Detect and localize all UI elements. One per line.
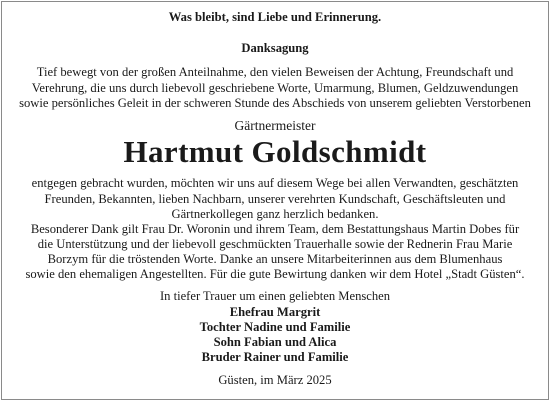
mourner-3: Sohn Fabian und Alica [213,335,337,349]
deceased-name: Hartmut Goldschmidt [123,134,427,169]
notice-title: Danksagung [241,41,309,55]
special-thanks-line-2: die Unterstützung und der liebevoll geschmückten Trauerhalle sowie der Rednerin Frau Marie [37,237,513,251]
special-thanks-line-4: sowie den ehemaligen Angestellten. Für die gute Bewirtung danken wir dem Hotel „Stadt Güsten“. [25,267,525,281]
thanks-line-2: Freunden, Bekannten, lieben Nachbarn, unserer verehrten Kundschaft, Geschäftsleuten und [44,192,506,206]
deceased-occupation: Gärtnermeister [234,118,316,133]
mourner-1: Ehefrau Margrit [229,305,321,319]
mourner-2: Tochter Nadine und Familie [199,320,351,334]
intro-line-2: Verehrung, die uns durch liebevoll geschriebene Worte, Umarmung, Blumen, Geldzuwendungen [31,81,519,95]
special-thanks-line-1: Besonderer Dank gilt Frau Dr. Woronin und ihrem Team, dem Bestattungshaus Martin Dobes für [30,222,520,236]
special-thanks-line-3: Borzym für die tröstenden Worte. Danke an unsere Mitarbeiterinnen aus dem Blumenhaus [47,252,503,266]
mourner-4: Bruder Rainer und Familie [201,350,349,364]
place-date: Güsten, im März 2025 [218,373,332,387]
intro-line-1: Tief bewegt von der großen Anteilnahme, den vielen Beweisen der Achtung, Freundschaft und [36,65,514,79]
intro-line-3: sowie persönliches Geleit in der schweren Stunde des Abschieds von unserem geliebten Verstorbenen [19,96,531,110]
mourning-intro: In tiefer Trauer um einen geliebten Menschen [159,289,391,303]
header-quote: Was bleibt, sind Liebe und Erinnerung. [168,10,382,24]
thanks-line-1: entgegen gebracht wurden, möchten wir uns auf diesem Wege bei allen Verwandten, geschätzten [31,176,519,190]
thanks-line-3: Gärtnerkollegen ganz herzlich bedanken. [171,207,379,221]
